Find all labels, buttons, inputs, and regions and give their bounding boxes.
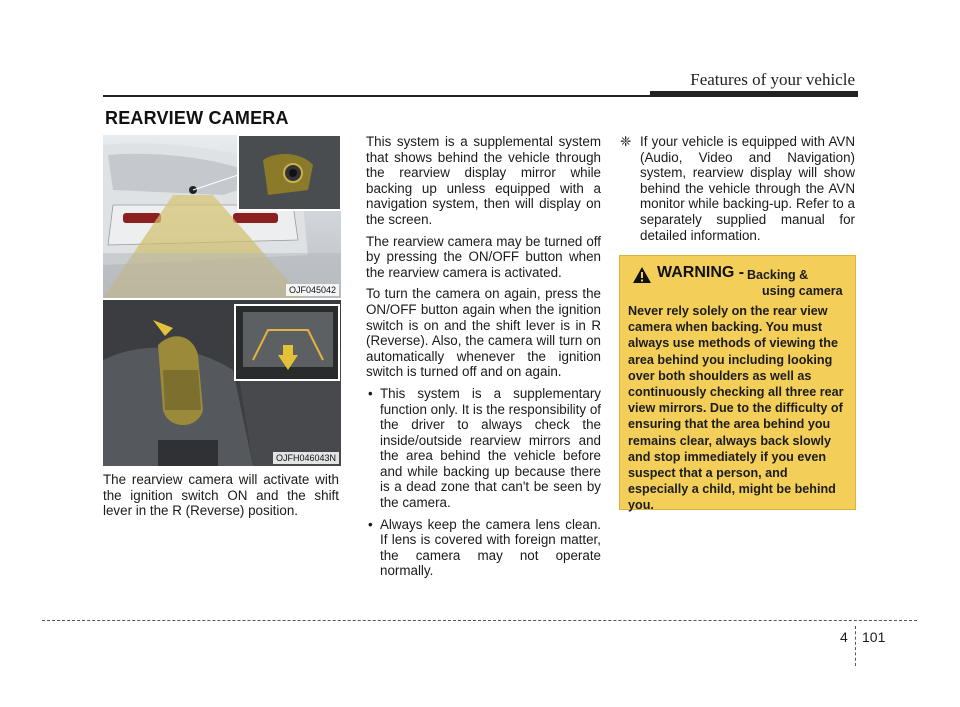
running-header: Features of your vehicle [690,70,855,89]
header-tab-bar [650,91,858,97]
shift-lever-illustration [103,300,341,466]
warning-box [619,255,856,513]
chapter-number: 4 [840,629,848,645]
paragraph: To turn the camera on again, press the ON/OFF button again when the ignition switch is on and the shift lever is in R (Reverse). Also, the camera will turn on automatically whenever the ignition switch is turned off and on again. [366,286,601,380]
figure-car-rear [103,135,341,298]
paragraph: The rearview camera will activate with the ignition switch ON and the shift lever in the R (Reverse) position. [103,472,339,519]
column-1 [103,472,339,525]
bullet-mark: • [368,385,373,401]
warning-text: Never rely solely on the rear view camera when backing. You must always use methods of viewing the area behind you including looking over both shoulders as well as continuously checking all three rear view mirrors. Due to the difficulty of ensuring that the area behind you remains clear, always back slowly and stop immediately if you even suspect that a person, and especially a child, might be behind you. [628,304,844,513]
figure-code: OJFH046043N [273,452,339,464]
note-text: If your vehicle is equipped with AVN (Audio, Video and Navigation) system, rearview display will show behind the vehicle through the AVN monitor while backing-up. Refer to a separately supplied manual for detailed information. [640,134,855,243]
figure-shift-lever [103,300,341,466]
page-number-separator [855,626,856,666]
bullet-item [366,517,601,579]
figure-code: OJF045042 [286,284,339,296]
footer-rule [42,620,917,621]
column-2 [366,134,601,585]
warning-triangle-icon [632,266,652,284]
column-3 [620,134,855,243]
warning-subtitle: Backing & [747,268,809,282]
car-rear-illustration [103,135,341,298]
page-number: 101 [862,629,886,645]
section-title: REARVIEW CAMERA [105,108,289,128]
bullet-text: This system is a supplementary function only. It is the responsibility of the driver to always check the inside/outside rearview mirrors and the area behind the vehicle before and while backing up because there is a dead zone that can't be seen by the camera. [380,385,601,511]
bullet-text: Always keep the camera lens clean. If lens is covered with foreign matter, the camera may not operate normally. [380,516,601,579]
bullet-mark: • [368,516,373,532]
warning-title: WARNING - [657,264,745,281]
paragraph: The rearview camera may be turned off by pressing the ON/OFF button when the rearview camera is activated. [366,233,601,280]
bullet-item [366,386,601,511]
paragraph: This system is a supplemental system that shows behind the vehicle through the rearview display mirror while backing up unless equipped with a navigation system, then will display on the screen. [366,134,601,227]
note [620,134,855,243]
note-mark: ❈ [620,134,632,149]
warning-subtitle: using camera [762,284,843,298]
